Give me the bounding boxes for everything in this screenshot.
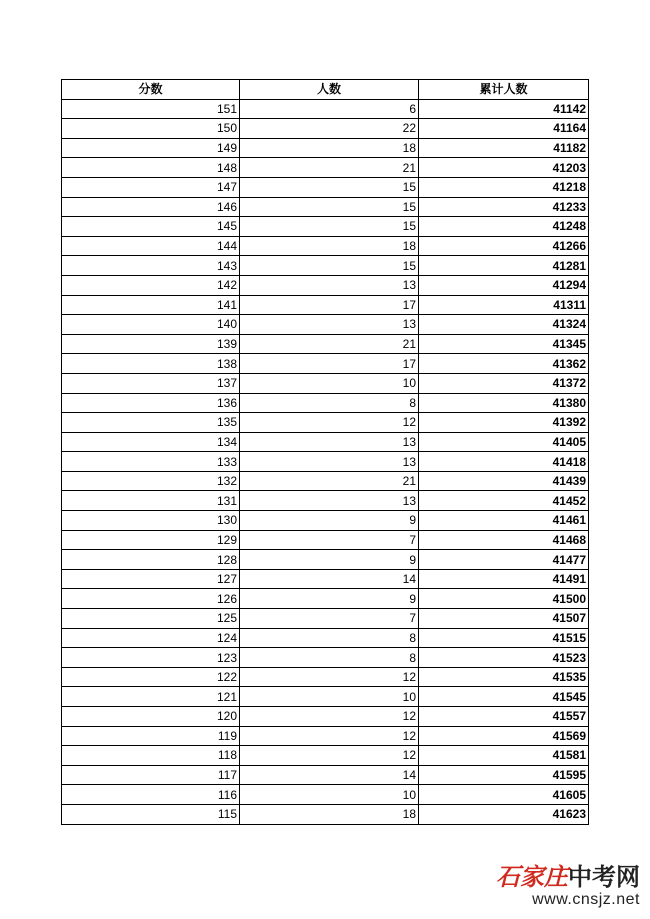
table-row (62, 726, 589, 746)
table-row (62, 158, 589, 178)
table-row (62, 334, 589, 354)
header-score: 分数 (62, 80, 240, 100)
score-cell: 126 (62, 589, 240, 609)
score-cell: 128 (62, 550, 240, 570)
count-cell: 21 (240, 471, 419, 491)
score-table (61, 79, 589, 825)
score-cell: 148 (62, 158, 240, 178)
count-cell: 14 (240, 569, 419, 589)
count-cell: 17 (240, 295, 419, 315)
table-row (62, 315, 589, 335)
table-row (62, 648, 589, 668)
table-row (62, 785, 589, 805)
table-row (62, 511, 589, 531)
header-row (62, 80, 589, 100)
count-cell: 13 (240, 452, 419, 472)
table-row (62, 256, 589, 276)
table-row (62, 589, 589, 609)
table-row (62, 197, 589, 217)
table-row (62, 393, 589, 413)
count-cell: 14 (240, 765, 419, 785)
score-cell: 134 (62, 432, 240, 452)
count-cell: 21 (240, 334, 419, 354)
table-row (62, 569, 589, 589)
score-cell: 118 (62, 746, 240, 766)
count-cell: 10 (240, 785, 419, 805)
score-cell: 129 (62, 530, 240, 550)
count-cell: 12 (240, 726, 419, 746)
table-row (62, 687, 589, 707)
cumulative-cell: 41392 (419, 413, 589, 433)
score-cell: 115 (62, 804, 240, 824)
table-row (62, 295, 589, 315)
table-row (62, 765, 589, 785)
table-row (62, 628, 589, 648)
table-row (62, 746, 589, 766)
table-row (62, 491, 589, 511)
cumulative-cell: 41515 (419, 628, 589, 648)
logo-plain-text: 中考网 (568, 862, 640, 891)
cumulative-cell: 41569 (419, 726, 589, 746)
cumulative-cell: 41439 (419, 471, 589, 491)
table-row (62, 354, 589, 374)
cumulative-cell: 41380 (419, 393, 589, 413)
count-cell: 9 (240, 511, 419, 531)
logo-brush-text: 石家庄 (496, 862, 568, 891)
score-cell: 135 (62, 413, 240, 433)
table-row (62, 217, 589, 237)
cumulative-cell: 41248 (419, 217, 589, 237)
score-cell: 120 (62, 707, 240, 727)
count-cell: 12 (240, 746, 419, 766)
score-cell: 125 (62, 609, 240, 629)
cumulative-cell: 41405 (419, 432, 589, 452)
score-cell: 139 (62, 334, 240, 354)
score-cell: 124 (62, 628, 240, 648)
count-cell: 22 (240, 119, 419, 139)
score-cell: 122 (62, 667, 240, 687)
count-cell: 15 (240, 197, 419, 217)
score-cell: 136 (62, 393, 240, 413)
table-row (62, 413, 589, 433)
cumulative-cell: 41345 (419, 334, 589, 354)
cumulative-cell: 41491 (419, 569, 589, 589)
score-cell: 147 (62, 177, 240, 197)
table-row (62, 373, 589, 393)
count-cell: 10 (240, 373, 419, 393)
cumulative-cell: 41507 (419, 609, 589, 629)
cumulative-cell: 41218 (419, 177, 589, 197)
table-row (62, 452, 589, 472)
count-cell: 6 (240, 99, 419, 119)
score-cell: 137 (62, 373, 240, 393)
score-cell: 133 (62, 452, 240, 472)
count-cell: 18 (240, 236, 419, 256)
count-cell: 12 (240, 707, 419, 727)
count-cell: 13 (240, 432, 419, 452)
table-row (62, 550, 589, 570)
cumulative-cell: 41182 (419, 138, 589, 158)
count-cell: 8 (240, 628, 419, 648)
cumulative-cell: 41294 (419, 275, 589, 295)
table-row (62, 99, 589, 119)
table-row (62, 138, 589, 158)
cumulative-cell: 41164 (419, 119, 589, 139)
count-cell: 21 (240, 158, 419, 178)
score-cell: 144 (62, 236, 240, 256)
cumulative-cell: 41461 (419, 511, 589, 531)
cumulative-cell: 41452 (419, 491, 589, 511)
cumulative-cell: 41418 (419, 452, 589, 472)
score-cell: 140 (62, 315, 240, 335)
count-cell: 12 (240, 413, 419, 433)
count-cell: 15 (240, 217, 419, 237)
cumulative-cell: 41581 (419, 746, 589, 766)
cumulative-cell: 41281 (419, 256, 589, 276)
cumulative-cell: 41545 (419, 687, 589, 707)
cumulative-cell: 41372 (419, 373, 589, 393)
score-cell: 130 (62, 511, 240, 531)
cumulative-cell: 41324 (419, 315, 589, 335)
site-logo (496, 862, 640, 891)
cumulative-cell: 41523 (419, 648, 589, 668)
header-count: 人数 (240, 80, 419, 100)
site-watermark (496, 862, 640, 908)
site-url: www.cnsjz.net (532, 891, 640, 908)
table-body (62, 99, 589, 824)
score-cell: 150 (62, 119, 240, 139)
count-cell: 15 (240, 256, 419, 276)
count-cell: 15 (240, 177, 419, 197)
cumulative-cell: 41535 (419, 667, 589, 687)
cumulative-cell: 41557 (419, 707, 589, 727)
score-cell: 117 (62, 765, 240, 785)
cumulative-cell: 41477 (419, 550, 589, 570)
count-cell: 12 (240, 667, 419, 687)
table-row (62, 236, 589, 256)
score-cell: 142 (62, 275, 240, 295)
score-cell: 143 (62, 256, 240, 276)
table-row (62, 707, 589, 727)
count-cell: 18 (240, 138, 419, 158)
count-cell: 13 (240, 315, 419, 335)
table-row (62, 471, 589, 491)
cumulative-cell: 41142 (419, 99, 589, 119)
score-cell: 149 (62, 138, 240, 158)
score-cell: 141 (62, 295, 240, 315)
cumulative-cell: 41500 (419, 589, 589, 609)
cumulative-cell: 41595 (419, 765, 589, 785)
table-row (62, 432, 589, 452)
count-cell: 13 (240, 491, 419, 511)
table-row (62, 667, 589, 687)
cumulative-cell: 41468 (419, 530, 589, 550)
table-row (62, 530, 589, 550)
score-cell: 138 (62, 354, 240, 374)
score-cell: 151 (62, 99, 240, 119)
score-cell: 119 (62, 726, 240, 746)
table-row (62, 119, 589, 139)
cumulative-cell: 41605 (419, 785, 589, 805)
cumulative-cell: 41311 (419, 295, 589, 315)
header-cumulative: 累计人数 (419, 80, 589, 100)
table-row (62, 609, 589, 629)
cumulative-cell: 41233 (419, 197, 589, 217)
table-row (62, 275, 589, 295)
cumulative-cell: 41266 (419, 236, 589, 256)
count-cell: 17 (240, 354, 419, 374)
count-cell: 8 (240, 648, 419, 668)
table-row (62, 177, 589, 197)
score-cell: 121 (62, 687, 240, 707)
count-cell: 9 (240, 550, 419, 570)
count-cell: 7 (240, 609, 419, 629)
score-cell: 146 (62, 197, 240, 217)
cumulative-cell: 41362 (419, 354, 589, 374)
cumulative-cell: 41623 (419, 804, 589, 824)
count-cell: 18 (240, 804, 419, 824)
count-cell: 10 (240, 687, 419, 707)
count-cell: 7 (240, 530, 419, 550)
table-row (62, 804, 589, 824)
score-cell: 127 (62, 569, 240, 589)
score-cell: 132 (62, 471, 240, 491)
count-cell: 9 (240, 589, 419, 609)
count-cell: 8 (240, 393, 419, 413)
cumulative-cell: 41203 (419, 158, 589, 178)
score-cell: 145 (62, 217, 240, 237)
score-cell: 116 (62, 785, 240, 805)
count-cell: 13 (240, 275, 419, 295)
score-cell: 131 (62, 491, 240, 511)
score-cell: 123 (62, 648, 240, 668)
